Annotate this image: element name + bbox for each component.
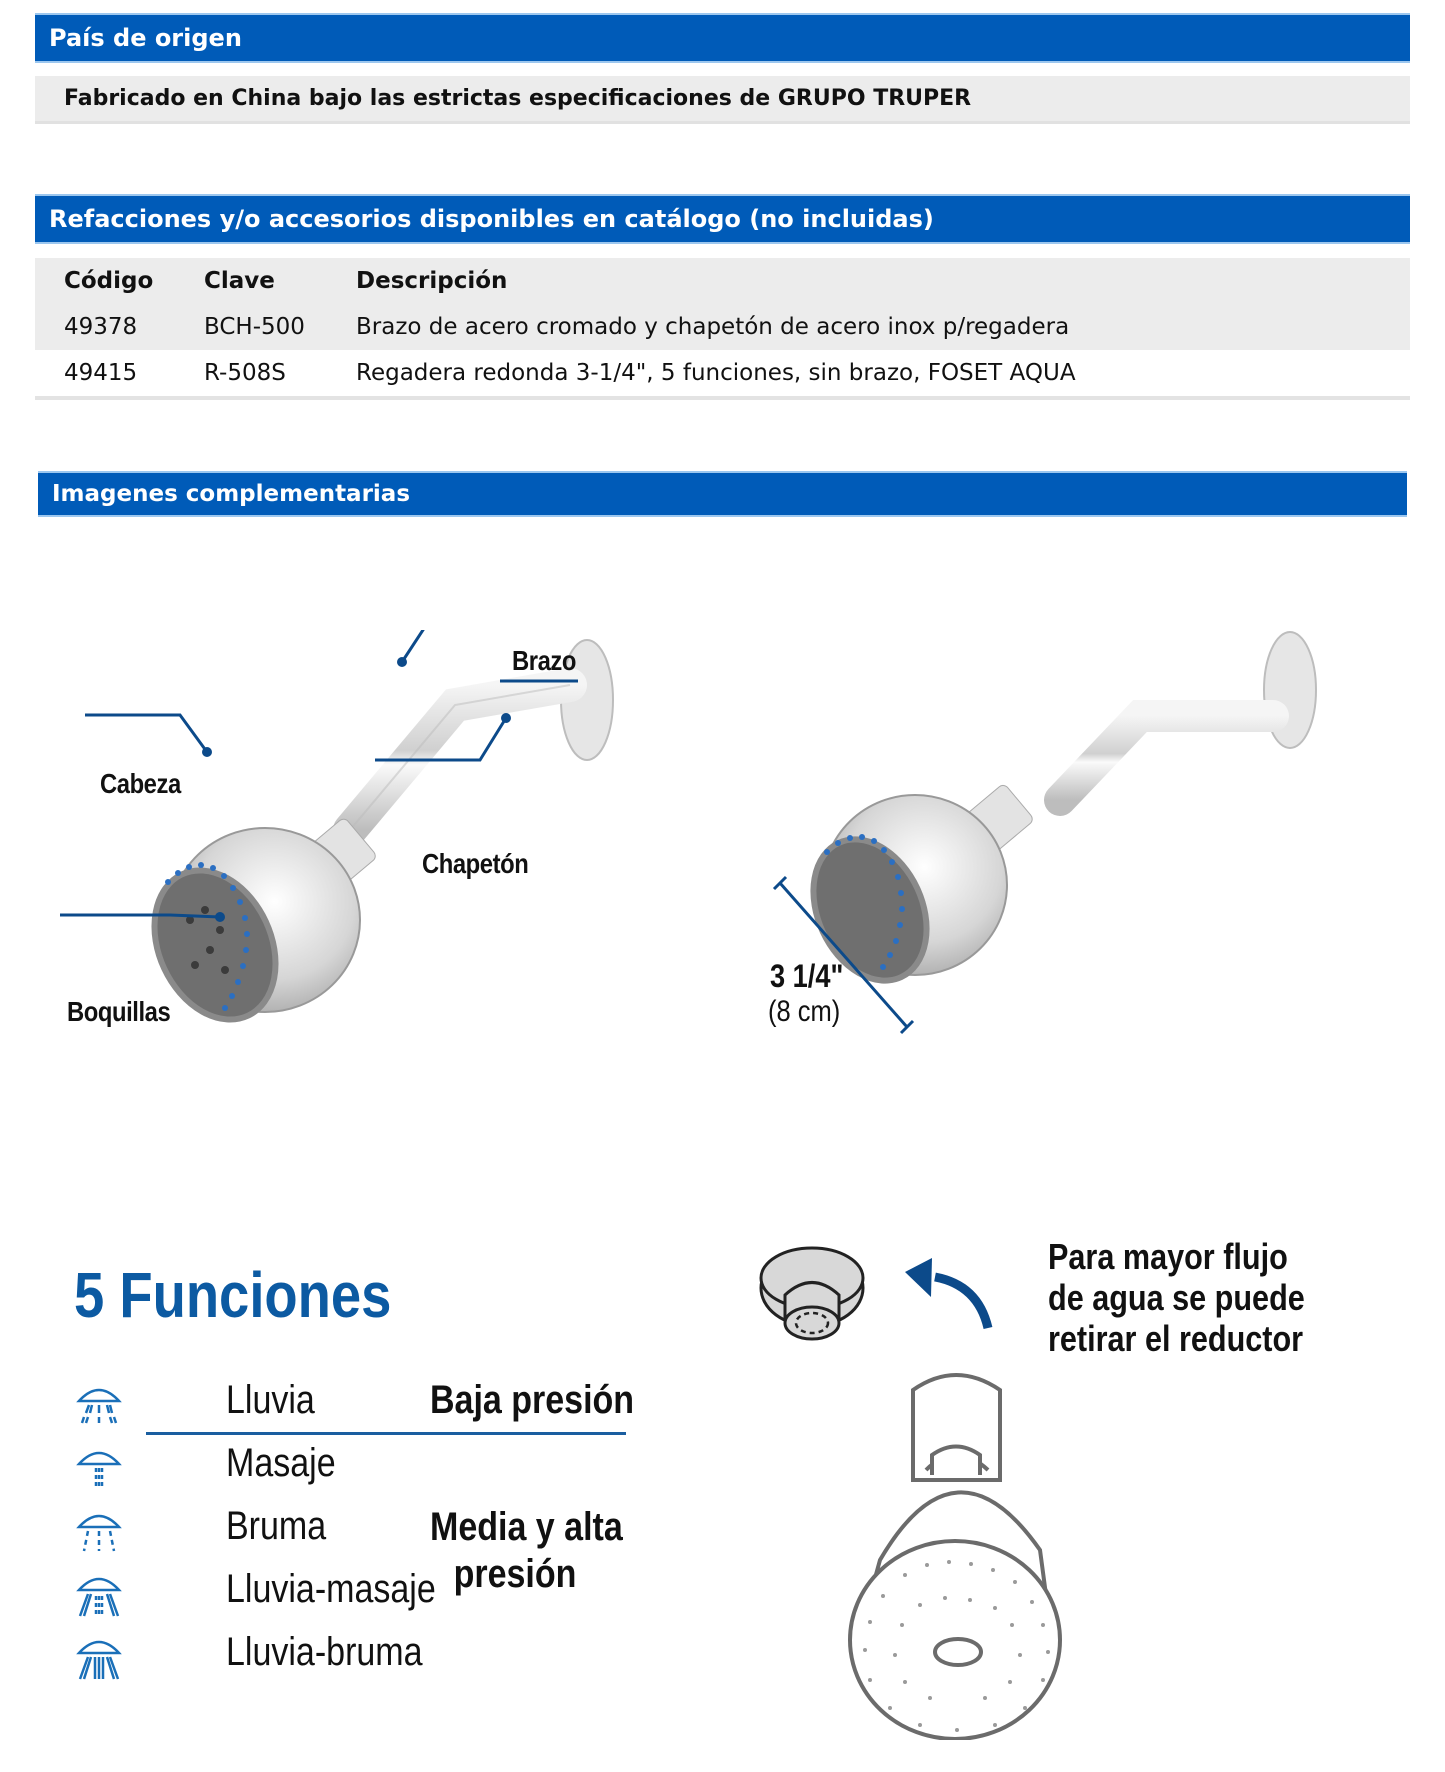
origin-text: Fabricado en China bajo las estrictas especificaciones de GRUPO TRUPER — [64, 86, 972, 111]
shower-rain-icon — [74, 1381, 124, 1431]
functions-title: 5 Funciones — [74, 1259, 392, 1331]
function-label: Lluvia — [226, 1378, 315, 1422]
dimension-inches: 3 1/4" — [770, 958, 844, 994]
callout-brazo: Brazo — [512, 645, 577, 676]
function-label: Masaje — [226, 1441, 336, 1485]
function-item-lluvia-masaje — [74, 1567, 436, 1623]
column-header-codigo: Código — [64, 268, 154, 294]
cell-codigo: 49378 — [64, 314, 138, 340]
origin-header-title: País de origen — [49, 24, 242, 52]
reducer-note-line3: retirar el reductor — [1048, 1318, 1304, 1359]
pressure-high-label-line1: Media y alta — [430, 1505, 623, 1549]
shower-mist-icon — [74, 1507, 124, 1557]
function-item-lluvia-bruma — [74, 1630, 423, 1686]
function-item-masaje — [74, 1441, 336, 1497]
shower-rain-mist-icon — [74, 1633, 124, 1683]
cell-descripcion: Regadera redonda 3-1/4", 5 funciones, sin brazo, FOSET AQUA — [356, 360, 1076, 386]
shower-massage-icon — [74, 1444, 124, 1494]
brazo-callout-line — [390, 670, 580, 740]
column-header-descripcion: Descripción — [356, 268, 508, 294]
cell-descripcion: Brazo de acero cromado y chapetón de acero inox p/regadera — [356, 314, 1070, 340]
parts-header-title: Refacciones y/o accesorios disponibles en catálogo (no incluidas) — [49, 205, 934, 233]
pressure-divider — [146, 1432, 626, 1435]
shower-rain-massage-icon — [74, 1570, 124, 1620]
function-label: Bruma — [226, 1504, 327, 1548]
cell-codigo: 49415 — [64, 360, 138, 386]
origin-text-row — [35, 76, 1410, 124]
callout-boquillas: Boquillas — [67, 996, 171, 1027]
table-row — [35, 304, 1410, 350]
reducer-note-line2: de agua se puede — [1048, 1277, 1305, 1318]
images-header — [38, 471, 1407, 517]
reducer-note-line1: Para mayor flujo — [1048, 1236, 1288, 1277]
function-item-lluvia — [74, 1378, 315, 1434]
callout-cabeza: Cabeza — [100, 768, 181, 799]
images-header-title: Imagenes complementarias — [52, 481, 411, 507]
function-label: Lluvia-masaje — [226, 1567, 436, 1611]
table-row — [35, 350, 1410, 398]
callout-chapeton: Chapetón — [422, 848, 529, 879]
function-label: Lluvia-bruma — [226, 1630, 423, 1674]
cell-clave: BCH-500 — [204, 314, 305, 340]
column-header-clave: Clave — [204, 268, 275, 294]
pressure-low-label: Baja presión — [430, 1378, 635, 1422]
function-item-bruma — [74, 1504, 327, 1560]
pressure-high-label-line2: presión — [453, 1552, 577, 1596]
reducer-note — [1048, 1236, 1305, 1359]
parts-header — [35, 194, 1410, 244]
parts-table — [35, 258, 1410, 400]
cell-clave: R-508S — [204, 360, 286, 386]
dimension-cm: (8 cm) — [768, 995, 841, 1028]
parts-table-header-row — [35, 258, 1410, 304]
origin-header — [35, 13, 1410, 63]
